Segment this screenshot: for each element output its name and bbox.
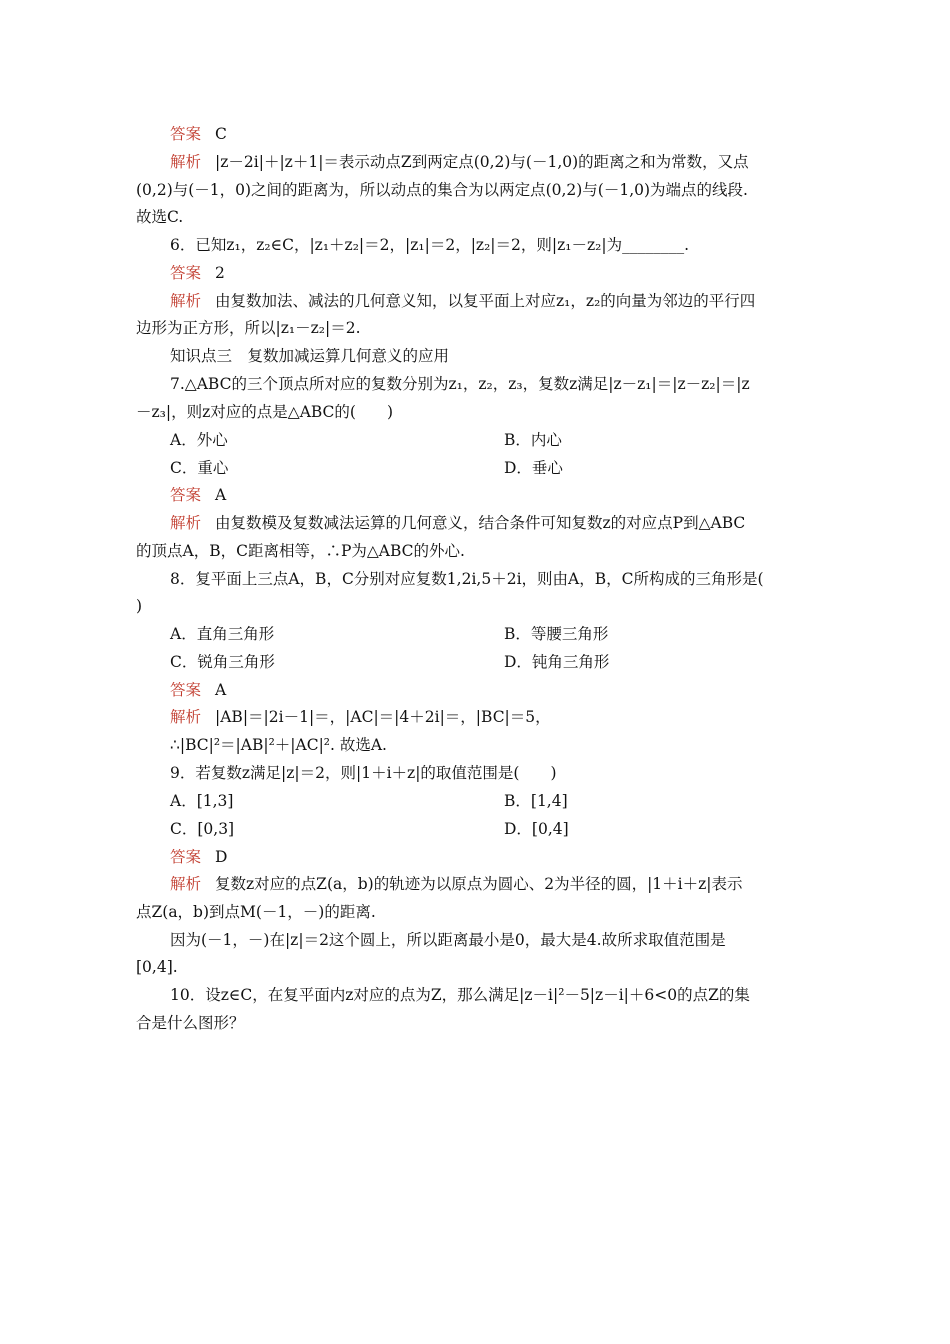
choice-option: D．[0,4] — [504, 820, 569, 838]
line-text: 复数z对应的点Z(a，b)的轨迹为以原点为圆心、2为半径的圆，|1＋i＋z|表示 — [215, 875, 743, 893]
line-text: 的顶点A，B，C距离相等，∴P为△ABC的外心. — [136, 542, 465, 560]
answer-label: 答案 — [170, 681, 202, 699]
choice-option: A．直角三角形 — [170, 625, 275, 643]
line-text: C — [215, 125, 227, 143]
line-text: ∴|BC|²＝|AB|²＋|AC|². 故选A. — [170, 736, 387, 754]
answer-label: 解析 — [170, 292, 202, 310]
text-line — [170, 763, 850, 783]
answer-line — [170, 124, 850, 144]
text-line — [170, 346, 850, 366]
line-text: 知识点三 复数加减运算几何意义的应用 — [170, 347, 450, 365]
line-text: 10．设z∈C，在复平面内z对应的点为Z，那么满足|z－i|²－5|z－i|＋6<0的点Z的集 — [170, 986, 750, 1004]
line-text: 边形为正方形，所以|z₁－z₂|＝2. — [136, 319, 361, 337]
choice-option: C．[0,3] — [170, 820, 235, 838]
answer-label: 答案 — [170, 125, 202, 143]
line-text: ) — [136, 597, 143, 615]
line-text: A — [215, 681, 227, 699]
line-text: 由复数模及复数减法运算的几何意义，结合条件可知复数z的对应点P到△ABC — [215, 514, 746, 532]
answer-label: 答案 — [170, 264, 202, 282]
text-line — [136, 318, 816, 338]
choice-option: B．内心 — [504, 431, 562, 449]
answer-label: 解析 — [170, 708, 202, 726]
text-line — [136, 541, 816, 561]
line-text: 由复数加法、减法的几何意义知，以复平面上对应z₁，z₂的向量为邻边的平行四 — [215, 292, 756, 310]
answer-line — [170, 152, 850, 172]
answer-line — [170, 847, 850, 867]
line-text: －z₃|，则z对应的点是△ABC的( ) — [136, 403, 394, 421]
line-text: 因为(－1，－)在|z|＝2这个圆上，所以距离最小是0，最大是4.故所求取值范围是 — [170, 931, 726, 949]
choice-option: B．等腰三角形 — [504, 625, 609, 643]
answer-line — [170, 485, 850, 505]
text-line — [136, 207, 816, 227]
line-text: 8．复平面上三点A，B，C分别对应复数1,2i,5＋2i，则由A，B，C所构成的三角形是( — [170, 570, 764, 588]
answer-label: 答案 — [170, 848, 202, 866]
line-text: 6．已知z₁，z₂∈C，|z₁＋z₂|＝2，|z₁|＝2，|z₂|＝2，则|z₁－z₂|为________. — [170, 236, 690, 254]
line-text: D — [215, 848, 228, 866]
text-line — [170, 569, 850, 589]
line-text: 2 — [215, 264, 225, 282]
text-line — [136, 957, 816, 977]
choice-option: C．重心 — [170, 459, 229, 477]
line-text: (0,2)与(－1，0)之间的距离为，所以动点的集合为以两定点(0,2)与(－1,0)为端点的线段. — [136, 181, 748, 199]
text-line — [170, 985, 850, 1005]
text-line — [136, 1013, 816, 1033]
answer-line — [170, 707, 850, 727]
answer-line — [170, 263, 850, 283]
text-line — [170, 735, 850, 755]
text-line — [170, 374, 850, 394]
line-text: 故选C. — [136, 208, 184, 226]
answer-line — [170, 513, 850, 533]
choice-option: C．锐角三角形 — [170, 653, 275, 671]
choice-option: A．[1,3] — [170, 792, 234, 810]
line-text: 点Z(a，b)到点M(－1，－)的距离. — [136, 903, 376, 921]
line-text: [0,4]. — [136, 958, 178, 976]
line-text: |AB|＝|2i－1|＝，|AC|＝|4＋2i|＝，|BC|＝5， — [215, 708, 551, 726]
answer-label: 解析 — [170, 514, 202, 532]
answer-line — [170, 680, 850, 700]
line-text: 7.△ABC的三个顶点所对应的复数分别为z₁，z₂，z₃，复数z满足|z－z₁|＝|z－z₂|＝|z — [170, 375, 750, 393]
answer-label: 解析 — [170, 875, 202, 893]
answer-label: 解析 — [170, 153, 202, 171]
choice-option: A．外心 — [170, 431, 228, 449]
line-text: |z－2i|＋|z＋1|＝表示动点Z到两定点(0,2)与(－1,0)的距离之和为常数，又点 — [215, 153, 749, 171]
line-text: 合是什么图形？ — [136, 1014, 245, 1032]
text-line — [136, 902, 816, 922]
answer-line — [170, 874, 850, 894]
text-line — [170, 235, 850, 255]
choice-option: B．[1,4] — [504, 792, 568, 810]
text-line — [136, 402, 816, 422]
answer-label: 答案 — [170, 486, 202, 504]
line-text: 9．若复数z满足|z|＝2，则|1＋i＋z|的取值范围是( ) — [170, 764, 557, 782]
choice-option: D．钝角三角形 — [504, 653, 610, 671]
text-line — [170, 930, 850, 950]
answer-line — [170, 291, 850, 311]
text-line — [136, 596, 816, 616]
line-text: A — [215, 486, 227, 504]
choice-option: D．垂心 — [504, 459, 563, 477]
text-line — [136, 180, 816, 200]
